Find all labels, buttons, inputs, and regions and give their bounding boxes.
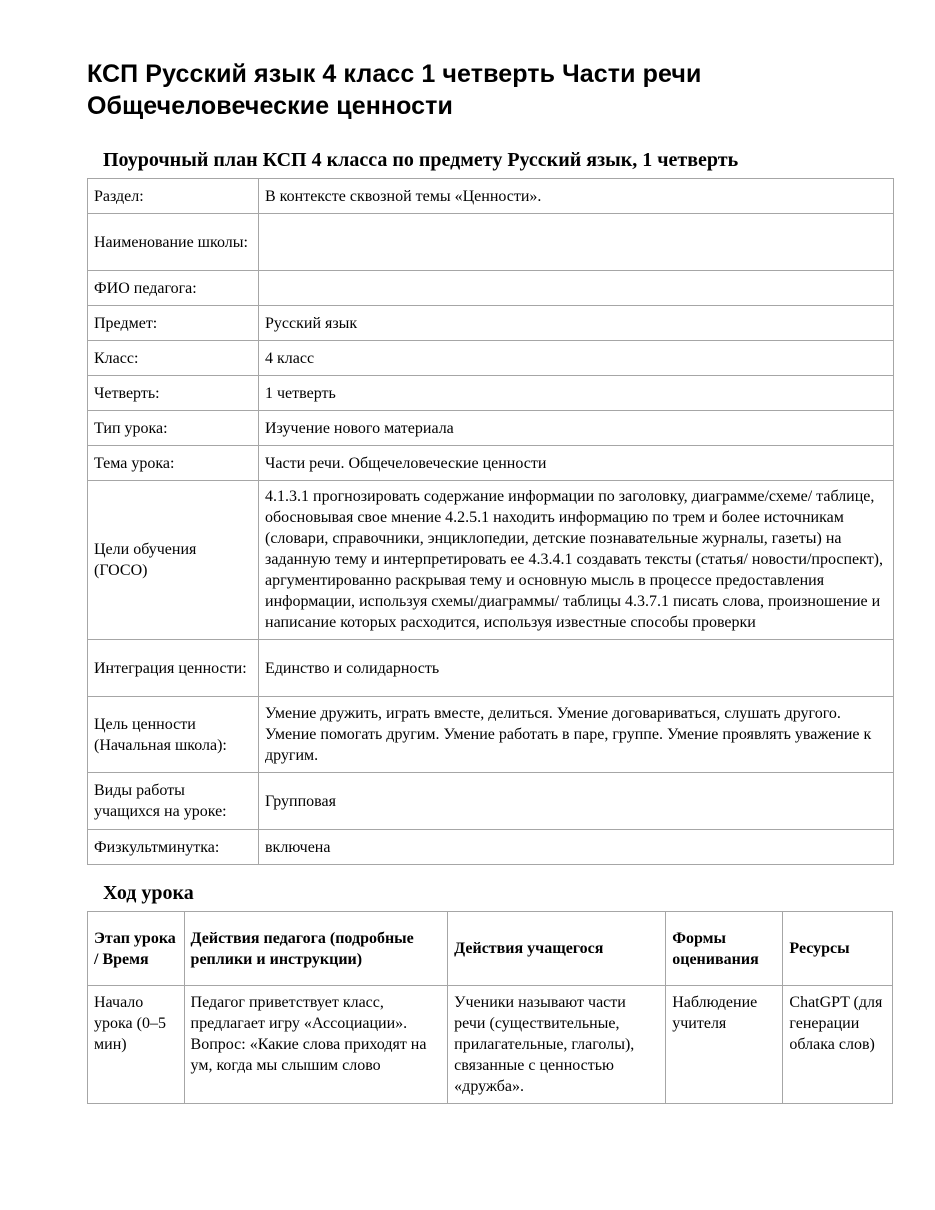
cell-teacher-actions: Педагог приветствует класс, предлагает игру «Ассоциации». Вопрос: «Какие слова приходят на ум, когда мы слышим слово xyxy=(184,986,448,1104)
document-page xyxy=(87,58,893,1104)
info-row-school xyxy=(88,214,894,271)
info-row-quarter xyxy=(88,376,894,411)
info-value: Русский язык xyxy=(259,306,894,341)
info-value: 4 класс xyxy=(259,341,894,376)
plan-heading: Поурочный план КСП 4 класса по предмету Русский язык, 1 четверть xyxy=(103,149,739,171)
cell-stage: Начало урока (0–5 мин) xyxy=(88,986,185,1104)
info-row-value-integration xyxy=(88,640,894,697)
info-label: Четверть: xyxy=(88,376,259,411)
lesson-info-table xyxy=(87,178,894,865)
info-label: Класс: xyxy=(88,341,259,376)
info-row-learning-goals xyxy=(88,481,894,640)
column-header-assessment: Формы оценивания xyxy=(666,912,783,986)
info-row-teacher xyxy=(88,271,894,306)
info-value: Изучение нового материала xyxy=(259,411,894,446)
cell-student-actions: Ученики называют части речи (существительные, прилагательные, глаголы), связанные с ценностью «дружба». xyxy=(448,986,666,1104)
table-header-row xyxy=(88,912,893,986)
info-value xyxy=(259,214,894,271)
column-header-student-actions: Действия учащегося xyxy=(448,912,666,986)
info-row-topic xyxy=(88,446,894,481)
info-value: включена xyxy=(259,830,894,865)
info-value: 1 четверть xyxy=(259,376,894,411)
info-label: Интеграция ценности: xyxy=(88,640,259,697)
info-value: 4.1.3.1 прогнозировать содержание информации по заголовку, диаграмме/схеме/ таблице, обосновывая свое мнение 4.2.5.1 находить информацию по трем и более источникам (словари, справочники, энциклопедии, детские познавательные журналы, газеты) на заданную тему и интерпретировать ее 4.3.4.1 создавать тексты (статья/ новости/проспект), аргументированно раскрывая тему и основную мысль в процессе предоставления информации, используя схемы/диаграммы/ таблицы 4.3.7.1 писать слова, произношение и написание которых расходится, используя известные способы проверки xyxy=(259,481,894,640)
cell-assessment: Наблюдение учителя xyxy=(666,986,783,1104)
info-row-lesson-type xyxy=(88,411,894,446)
info-label: Тип урока: xyxy=(88,411,259,446)
info-value: Части речи. Общечеловеческие ценности xyxy=(259,446,894,481)
table-row xyxy=(88,986,893,1104)
info-label: Физкультминутка: xyxy=(88,830,259,865)
document-title: КСП Русский язык 4 класс 1 четверть Части речи Общечеловеческие ценности xyxy=(87,60,702,120)
info-label: Раздел: xyxy=(88,179,259,214)
lesson-flow-heading: Ход урока xyxy=(103,882,194,904)
info-label: ФИО педагога: xyxy=(88,271,259,306)
info-row-pe-break xyxy=(88,830,894,865)
info-row-grade xyxy=(88,341,894,376)
info-row-value-goal xyxy=(88,697,894,773)
info-label: Цели обучения (ГОСО) xyxy=(88,481,259,640)
info-label: Предмет: xyxy=(88,306,259,341)
info-value: Умение дружить, играть вместе, делиться. Умение договариваться, слушать другого. Умение помогать другим. Умение работать в паре, группе. Умение проявлять уважение к другим. xyxy=(259,697,894,773)
info-row-work-types xyxy=(88,773,894,830)
column-header-teacher-actions: Действия педагога (подробные реплики и инструкции) xyxy=(184,912,448,986)
info-label: Наименование школы: xyxy=(88,214,259,271)
column-header-resources: Ресурсы xyxy=(783,912,893,986)
info-row-section xyxy=(88,179,894,214)
info-value xyxy=(259,271,894,306)
info-row-subject xyxy=(88,306,894,341)
column-header-stage: Этап урока / Время xyxy=(88,912,185,986)
info-value: Групповая xyxy=(259,773,894,830)
info-label: Виды работы учащихся на уроке: xyxy=(88,773,259,830)
info-value: Единство и солидарность xyxy=(259,640,894,697)
cell-resources: ChatGPT (для генерации облака слов) xyxy=(783,986,893,1104)
info-value: В контексте сквозной темы «Ценности». xyxy=(259,179,894,214)
info-label: Тема урока: xyxy=(88,446,259,481)
info-label: Цель ценности (Начальная школа): xyxy=(88,697,259,773)
lesson-flow-table xyxy=(87,911,893,1104)
